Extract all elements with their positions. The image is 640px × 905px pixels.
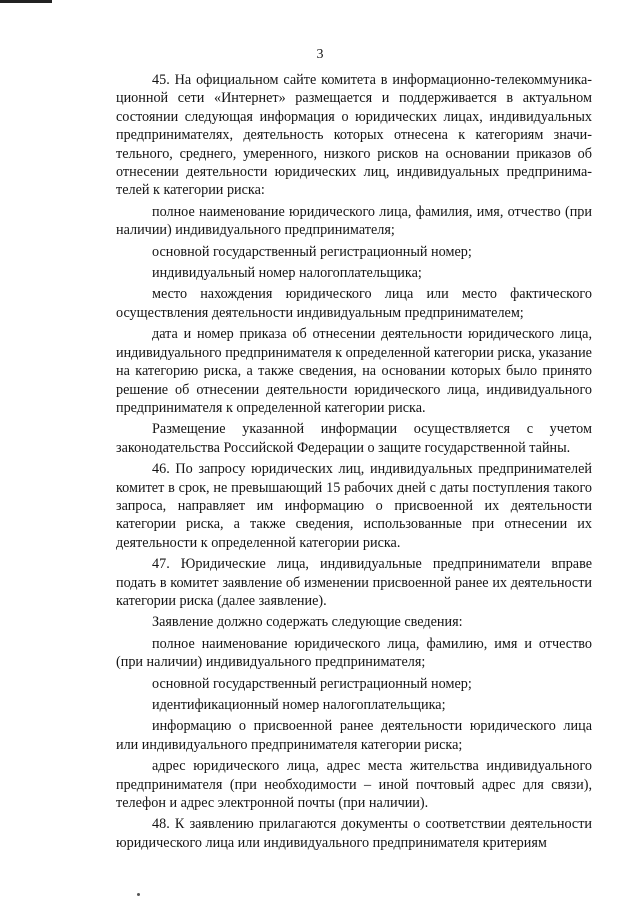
list-item-inn-2: идентификационный номер налогоплательщика;	[152, 697, 446, 713]
page-number: 3	[316, 47, 324, 62]
paragraph-46: 46. По запросу юридических лиц, индивидуальных предпринимателей комитет в срок, не превышающий 15 рабочих дней с даты поступления такого запроса, направляет им информацию о присвоенной их деятельности категории риска, а также сведения, использованные при отнесении их деятельности к определенной категории риска.	[116, 461, 592, 551]
corner-scan-mark	[0, 0, 52, 3]
paragraph-placement: Размещение указанной информации осуществляется с учетом законодательства Российской Федерации о защите государственной тайны.	[116, 421, 592, 456]
list-item-inn: индивидуальный номер налогоплательщика;	[152, 265, 422, 282]
list-item-location: место нахождения юридического лица или место фактического осуществления деятельности индивидуальным предпринимателем;	[116, 286, 592, 321]
list-item-full-name: полное наименование юридического лица, фамилия, имя, отчество (при наличии) индивидуального предпринимателя;	[116, 203, 592, 239]
list-item-order: дата и номер приказа об отнесении деятельности юридического лица, индивидуального предпринимателя к определенной категории риска, указание на категорию риска, а также сведения, на основании которых было принято решение об отнесении деятельности юридического лица, индивидуального предпринимателя к определенной категории риска.	[116, 326, 592, 416]
paragraph-48: 48. К заявлению прилагаются документы о соответствии деятельности юридического лица или индивидуального предпринимателя критериям	[116, 816, 592, 851]
list-item-address: адрес юридического лица, адрес места жительства индивидуального предпринимателя (при необходимости – иной почтовый адрес для связи), телефон и адрес электронной почты (при наличии).	[116, 758, 592, 812]
paragraph-47: 47. Юридические лица, индивидуальные предприниматели вправе подать в комитет заявление об изменении присвоенной ранее их деятельности категории риска (далее заявление).	[116, 556, 592, 609]
list-item-risk-category: информацию о присвоенной ранее деятельности юридического лица или индивидуального предпринимателя категории риска;	[116, 718, 592, 753]
list-item-ogrn-2: основной государственный регистрационный номер;	[152, 675, 472, 692]
paragraph-statement-contents: Заявление должно содержать следующие сведения:	[152, 614, 463, 631]
document-body	[116, 71, 592, 852]
scan-speck	[137, 893, 140, 896]
list-item-ogrn: основной государственный регистрационный номер;	[152, 243, 472, 260]
paragraph-45: 45. На официальном сайте комитета в информационно-телекоммуникационной сети «Интернет» размещается и поддерживается в актуальном состоянии следующая информация о юридических лицах, индивидуальных предпринимателях, деятельность которых отнесена к категориям значительного, среднего, умеренного, низкого рисков на основании приказов об отнесении деятельности юридических лиц, индивидуальных предпринимателей к категории риска:	[116, 72, 592, 199]
list-item-full-name-2: полное наименование юридического лица, фамилию, имя и отчество (при наличии) индивидуального предпринимателя;	[116, 635, 592, 671]
